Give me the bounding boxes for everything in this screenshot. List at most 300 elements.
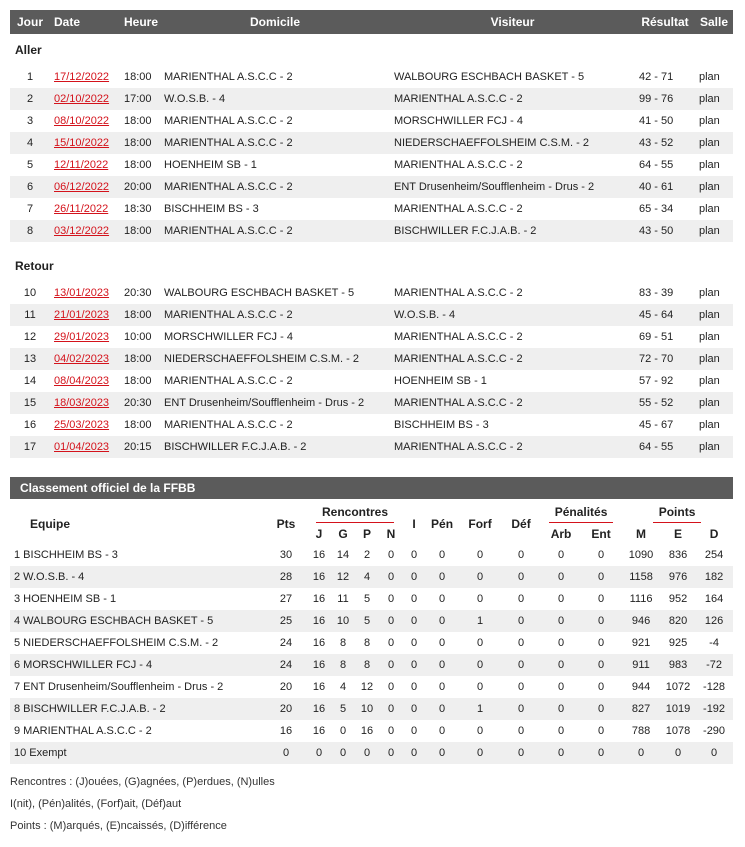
ranking-cell-n: 0 (387, 637, 395, 649)
col-p: P (362, 527, 371, 541)
ranking-cell-arb: 0 (541, 566, 581, 588)
col-jour: Jour (10, 10, 50, 34)
game-row (10, 348, 733, 370)
game-domicile: MARIENTHAL A.S.C.C - 2 (160, 132, 390, 154)
ranking-cell-forf: 1 (459, 610, 501, 632)
game-date-link[interactable]: 17/12/2022 (54, 71, 110, 83)
ranking-cell-j: 16 (307, 654, 331, 676)
ranking-row (10, 676, 733, 698)
game-salle-link[interactable]: plan (695, 348, 733, 370)
ranking-cell-m: 1116 (629, 593, 653, 605)
game-row (10, 392, 733, 414)
ranking-cell-pts: 0 (265, 742, 307, 764)
ranking-cell-i: 0 (403, 654, 425, 676)
game-date-link[interactable]: 03/12/2022 (50, 220, 120, 242)
ranking-cell-n: 0 (387, 593, 395, 605)
ranking-cell-p: 5 (355, 610, 379, 632)
game-salle-link[interactable]: plan (695, 304, 733, 326)
game-date-link[interactable]: 13/01/2023 (54, 287, 110, 299)
ranking-cell-pen: 0 (438, 549, 446, 561)
game-domicile: WALBOURG ESCHBACH BASKET - 5 (164, 287, 355, 299)
game-salle-link[interactable]: plan (695, 132, 733, 154)
game-heure: 18:00 (120, 304, 160, 326)
ranking-cell-p: 8 (363, 637, 371, 649)
ranking-cell-n: 0 (379, 698, 403, 720)
ranking-cell-pen: 0 (438, 725, 446, 737)
ranking-cell-p: 16 (360, 725, 374, 737)
ranking-cell-team: 5 NIEDERSCHAEFFOLSHEIM C.S.M. - 2 (14, 637, 219, 649)
game-row (10, 154, 733, 176)
game-heure: 18:00 (124, 419, 152, 431)
ranking-cell-team: 4 WALBOURG ESCHBACH BASKET - 5 (10, 610, 265, 632)
ranking-cell-n: 0 (379, 742, 403, 764)
ranking-cell-team: 8 BISCHWILLER F.C.J.A.B. - 2 (10, 698, 265, 720)
ranking-cell-ent: 0 (581, 610, 621, 632)
game-visiteur: MARIENTHAL A.S.C.C - 2 (394, 159, 523, 171)
schedule-header-row (10, 10, 733, 34)
ranking-cell-pts: 30 (279, 549, 293, 561)
game-date-link[interactable]: 12/11/2022 (54, 159, 109, 171)
game-row (10, 326, 733, 348)
game-resultat: 65 - 34 (639, 203, 674, 215)
game-jour: 6 (10, 176, 50, 198)
ranking-cell-arb: 0 (541, 654, 581, 676)
ranking-cell-j: 16 (312, 549, 326, 561)
game-jour: 10 (23, 287, 37, 299)
ranking-cell-d: 126 (695, 610, 733, 632)
game-resultat: 41 - 50 (639, 115, 674, 127)
col-salle: Salle (695, 10, 733, 34)
ranking-cell-arb: 0 (557, 725, 565, 737)
col-n: N (386, 527, 396, 541)
game-salle-link[interactable]: plan (695, 436, 733, 458)
ranking-cell-ent: 0 (581, 742, 621, 764)
game-date-link[interactable]: 29/01/2023 (54, 331, 110, 343)
ranking-table (10, 504, 733, 764)
ranking-cell-forf: 1 (459, 698, 501, 720)
ranking-cell-e: 952 (668, 593, 688, 605)
ranking-cell-m: 827 (621, 698, 661, 720)
game-jour: 12 (23, 331, 37, 343)
game-resultat: 43 - 52 (635, 132, 695, 154)
schedule-table (10, 10, 733, 458)
section-title-retour: Retour (15, 259, 54, 273)
ranking-cell-forf: 0 (459, 566, 501, 588)
ranking-cell-d: -128 (703, 681, 726, 693)
group-points: Points (621, 504, 733, 524)
col-e: E (674, 527, 683, 541)
game-row (10, 176, 733, 198)
game-heure: 18:00 (120, 348, 160, 370)
ranking-cell-forf: 0 (476, 549, 484, 561)
game-resultat: 72 - 70 (635, 348, 695, 370)
ranking-row (10, 698, 733, 720)
game-heure: 17:00 (120, 88, 160, 110)
ranking-cell-team: 9 MARIENTHAL A.S.C.C - 2 (14, 725, 152, 737)
col-i: I (412, 517, 416, 531)
ranking-cell-team: 3 HOENHEIM SB - 1 (14, 593, 117, 605)
game-date-link[interactable]: 21/01/2023 (50, 304, 120, 326)
ranking-cell-def: 0 (517, 593, 525, 605)
col-d: D (709, 527, 719, 541)
ranking-cell-g: 5 (331, 698, 355, 720)
game-resultat: 83 - 39 (639, 287, 674, 299)
ranking-cell-i: 0 (410, 637, 418, 649)
ranking-cell-pts: 25 (265, 610, 307, 632)
spacer-cell (10, 242, 733, 250)
ranking-cell-j: 16 (312, 593, 326, 605)
game-heure: 10:00 (124, 331, 152, 343)
group-penalites: Pénalités (541, 504, 621, 524)
game-resultat: 45 - 67 (639, 419, 674, 431)
game-visiteur: MARIENTHAL A.S.C.C - 2 (390, 348, 635, 370)
section-row-aller (10, 34, 733, 66)
ranking-cell-ent: 0 (581, 654, 621, 676)
ranking-cell-e: 1019 (661, 698, 695, 720)
game-row (10, 88, 733, 110)
game-visiteur: W.O.S.B. - 4 (390, 304, 635, 326)
ranking-cell-g: 8 (331, 654, 355, 676)
ranking-cell-def: 0 (501, 610, 541, 632)
game-jour: 14 (23, 375, 37, 387)
ranking-cell-p: 0 (355, 742, 379, 764)
ranking-cell-g: 0 (331, 742, 355, 764)
game-visiteur: MARIENTHAL A.S.C.C - 2 (390, 392, 635, 414)
ranking-cell-p: 5 (363, 593, 371, 605)
ranking-row (10, 588, 733, 610)
ranking-cell-pen: 0 (425, 610, 459, 632)
game-row (10, 414, 733, 436)
game-row (10, 110, 733, 132)
game-domicile: MARIENTHAL A.S.C.C - 2 (164, 375, 293, 387)
ranking-cell-e: 0 (661, 742, 695, 764)
ranking-cell-p: 2 (363, 549, 371, 561)
ranking-cell-ent: 0 (597, 725, 605, 737)
game-visiteur: MARIENTHAL A.S.C.C - 2 (394, 331, 523, 343)
ranking-cell-d: 182 (695, 566, 733, 588)
game-date-link[interactable]: 25/03/2023 (54, 419, 110, 431)
ranking-cell-d: -192 (695, 698, 733, 720)
game-resultat: 64 - 55 (639, 159, 674, 171)
col-g: G (338, 527, 348, 541)
ranking-cell-pen: 0 (438, 593, 446, 605)
ranking-cell-pts: 28 (265, 566, 307, 588)
game-domicile: MARIENTHAL A.S.C.C - 2 (160, 176, 390, 198)
ranking-cell-def: 0 (517, 549, 525, 561)
ranking-cell-def: 0 (517, 725, 525, 737)
ranking-cell-forf: 0 (476, 637, 484, 649)
game-heure: 18:00 (124, 375, 152, 387)
section-title-aller: Aller (15, 43, 42, 57)
col-m: M (636, 527, 647, 541)
ranking-cell-e: 983 (661, 654, 695, 676)
game-row (10, 198, 733, 220)
ranking-cell-i: 0 (403, 698, 425, 720)
ranking-cell-d: -72 (695, 654, 733, 676)
game-domicile: W.O.S.B. - 4 (160, 88, 390, 110)
game-heure: 18:00 (124, 159, 152, 171)
ranking-cell-e: 976 (661, 566, 695, 588)
game-visiteur: ENT Drusenheim/Soufflenheim - Drus - 2 (390, 176, 635, 198)
ranking-cell-team: 10 Exempt (10, 742, 265, 764)
game-heure: 18:30 (124, 203, 152, 215)
game-heure: 20:15 (120, 436, 160, 458)
ranking-row (10, 742, 733, 764)
game-heure: 20:30 (124, 287, 152, 299)
col-def: Déf (511, 517, 531, 531)
game-domicile: MARIENTHAL A.S.C.C - 2 (164, 71, 293, 83)
game-jour: 7 (26, 203, 34, 215)
ranking-cell-j: 16 (312, 725, 326, 737)
ranking-cell-d: -4 (709, 637, 719, 649)
ranking-cell-pen: 0 (438, 681, 446, 693)
col-heure: Heure (120, 10, 160, 34)
ranking-cell-pts: 16 (279, 725, 293, 737)
ranking-cell-ent: 0 (597, 637, 605, 649)
ranking-cell-m: 921 (631, 637, 651, 649)
game-visiteur: BISCHWILLER F.C.J.A.B. - 2 (390, 220, 635, 242)
game-date-link[interactable]: 26/11/2022 (54, 203, 109, 215)
ranking-cell-arb: 0 (557, 681, 565, 693)
ranking-cell-i: 0 (410, 725, 418, 737)
game-salle-link[interactable]: plan (699, 331, 720, 343)
col-resultat: Résultat (635, 10, 695, 34)
col-equipe: Equipe (30, 517, 71, 531)
ranking-cell-e: 1078 (665, 725, 691, 737)
spacer-row (10, 242, 733, 250)
schedule-body (10, 34, 733, 458)
game-row (10, 282, 733, 304)
game-heure: 18:00 (124, 71, 152, 83)
ranking-body (10, 544, 733, 764)
col-forf: Forf (468, 517, 492, 531)
ranking-cell-forf: 0 (459, 654, 501, 676)
ranking-cell-arb: 0 (541, 610, 581, 632)
game-jour: 11 (10, 304, 50, 326)
game-date-link[interactable]: 15/10/2022 (50, 132, 120, 154)
col-pts: Pts (276, 517, 296, 531)
game-row (10, 66, 733, 88)
ranking-cell-team: 6 MORSCHWILLER FCJ - 4 (10, 654, 265, 676)
ranking-cell-p: 10 (355, 698, 379, 720)
game-salle-link[interactable]: plan (699, 159, 720, 171)
ranking-cell-arb: 0 (557, 549, 565, 561)
game-salle-link[interactable]: plan (695, 392, 733, 414)
game-date-link[interactable]: 08/10/2022 (54, 115, 110, 127)
game-date-link[interactable]: 06/12/2022 (50, 176, 120, 198)
ranking-cell-n: 0 (387, 549, 395, 561)
ranking-cell-def: 0 (501, 654, 541, 676)
ranking-title: Classement officiel de la FFBB (10, 477, 733, 499)
ranking-cell-e: 836 (668, 549, 688, 561)
col-date: Date (50, 10, 120, 34)
ranking-cell-d: 254 (704, 549, 724, 561)
ranking-cell-m: 788 (631, 725, 651, 737)
ranking-cell-arb: 0 (541, 742, 581, 764)
game-resultat: 45 - 64 (635, 304, 695, 326)
game-heure: 20:00 (120, 176, 160, 198)
ranking-cell-pts: 24 (279, 637, 293, 649)
game-visiteur: MARIENTHAL A.S.C.C - 2 (394, 203, 523, 215)
game-salle-link[interactable]: plan (699, 375, 720, 387)
game-resultat: 99 - 76 (635, 88, 695, 110)
game-jour: 4 (10, 132, 50, 154)
ranking-cell-pts: 27 (279, 593, 293, 605)
game-visiteur: NIEDERSCHAEFFOLSHEIM C.S.M. - 2 (390, 132, 635, 154)
col-pen: Pén (431, 517, 454, 531)
group-rencontres: Rencontres (307, 504, 403, 524)
ranking-cell-g: 8 (339, 637, 347, 649)
ranking-cell-e: 820 (661, 610, 695, 632)
game-visiteur: BISCHHEIM BS - 3 (394, 419, 489, 431)
game-jour: 16 (23, 419, 37, 431)
ranking-cell-forf: 0 (459, 742, 501, 764)
game-domicile: HOENHEIM SB - 1 (164, 159, 257, 171)
ranking-cell-pts: 20 (265, 698, 307, 720)
ranking-cell-i: 0 (410, 681, 418, 693)
game-resultat: 64 - 55 (635, 436, 695, 458)
legend-points: Points : (M)arqués, (E)ncaissés, (D)ifférence (10, 820, 227, 832)
ranking-cell-pen: 0 (425, 698, 459, 720)
game-salle-link[interactable]: plan (699, 71, 720, 83)
col-visiteur: Visiteur (390, 10, 635, 34)
ranking-row (10, 720, 733, 742)
game-row (10, 304, 733, 326)
game-row (10, 132, 733, 154)
ranking-cell-p: 4 (355, 566, 379, 588)
game-salle-link[interactable]: plan (699, 287, 720, 299)
game-salle-link[interactable]: plan (699, 203, 720, 215)
ranking-cell-m: 1158 (621, 566, 661, 588)
ranking-cell-ent: 0 (581, 698, 621, 720)
ranking-cell-i: 0 (403, 610, 425, 632)
col-domicile: Domicile (160, 10, 390, 34)
game-jour: 2 (10, 88, 50, 110)
game-visiteur: MARIENTHAL A.S.C.C - 2 (394, 287, 523, 299)
ranking-cell-def: 0 (501, 742, 541, 764)
ranking-cell-j: 16 (312, 681, 326, 693)
game-date-link[interactable]: 08/04/2023 (54, 375, 110, 387)
ranking-cell-pen: 0 (425, 654, 459, 676)
game-domicile: BISCHHEIM BS - 3 (164, 203, 259, 215)
game-salle-link[interactable]: plan (695, 176, 733, 198)
ranking-row (10, 566, 733, 588)
ranking-cell-e: 925 (668, 637, 688, 649)
ranking-cell-p: 12 (360, 681, 374, 693)
ranking-cell-j: 16 (307, 610, 331, 632)
ranking-cell-forf: 0 (476, 725, 484, 737)
game-visiteur: MARIENTHAL A.S.C.C - 2 (390, 436, 635, 458)
ranking-cell-g: 12 (331, 566, 355, 588)
game-heure: 18:00 (124, 115, 152, 127)
game-jour: 8 (10, 220, 50, 242)
ranking-cell-n: 0 (379, 610, 403, 632)
col-j: J (315, 527, 323, 541)
game-salle-link[interactable]: plan (695, 220, 733, 242)
ranking-cell-d: -290 (703, 725, 726, 737)
game-date-link[interactable]: 01/04/2023 (50, 436, 120, 458)
ranking-cell-m: 0 (621, 742, 661, 764)
ranking-cell-pts: 24 (265, 654, 307, 676)
col-arb: Arb (550, 527, 572, 541)
ranking-cell-ent: 0 (581, 566, 621, 588)
game-salle-link[interactable]: plan (699, 115, 720, 127)
ranking-cell-n: 0 (379, 566, 403, 588)
ranking-cell-m: 946 (621, 610, 661, 632)
ranking-cell-g: 10 (331, 610, 355, 632)
ranking-cell-m: 944 (631, 681, 651, 693)
game-date-link[interactable]: 02/10/2022 (50, 88, 120, 110)
ranking-cell-i: 0 (410, 593, 418, 605)
game-domicile: MARIENTHAL A.S.C.C - 2 (160, 220, 390, 242)
ranking-cell-arb: 0 (541, 698, 581, 720)
ranking-cell-j: 16 (307, 566, 331, 588)
ranking-cell-g: 11 (337, 593, 349, 605)
ranking-cell-n: 0 (387, 681, 395, 693)
ranking-cell-d: 0 (695, 742, 733, 764)
ranking-row (10, 654, 733, 676)
ranking-cell-pen: 0 (425, 566, 459, 588)
game-visiteur: MORSCHWILLER FCJ - 4 (394, 115, 523, 127)
game-jour: 17 (10, 436, 50, 458)
ranking-header-row-1 (10, 504, 733, 524)
game-domicile: MARIENTHAL A.S.C.C - 2 (164, 419, 293, 431)
ranking-cell-ent: 0 (597, 593, 605, 605)
ranking-row (10, 632, 733, 654)
game-domicile: MORSCHWILLER FCJ - 4 (164, 331, 293, 343)
ranking-cell-def: 0 (517, 637, 525, 649)
ranking-row (10, 544, 733, 566)
ranking-cell-team: 7 ENT Drusenheim/Soufflenheim - Drus - 2 (14, 681, 224, 693)
game-salle-link[interactable]: plan (695, 88, 733, 110)
game-heure: 20:30 (120, 392, 160, 414)
legend-penalites: I(nit), (Pén)alités, (Forf)ait, (Déf)aut (10, 798, 182, 810)
legend-rencontres: Rencontres : (J)ouées, (G)agnées, (P)erdues, (N)ulles (10, 776, 275, 788)
game-jour: 13 (10, 348, 50, 370)
ranking-cell-def: 0 (501, 698, 541, 720)
game-visiteur: HOENHEIM SB - 1 (394, 375, 487, 387)
ranking-cell-g: 14 (336, 549, 350, 561)
ranking-cell-arb: 0 (557, 637, 565, 649)
col-ent: Ent (591, 527, 611, 541)
game-date-link[interactable]: 18/03/2023 (50, 392, 120, 414)
ranking-cell-def: 0 (517, 681, 525, 693)
ranking-row (10, 610, 733, 632)
ranking-cell-i: 0 (403, 742, 425, 764)
ranking-cell-team: 1 BISCHHEIM BS - 3 (14, 549, 118, 561)
ranking-cell-forf: 0 (476, 681, 484, 693)
ranking-cell-def: 0 (501, 566, 541, 588)
game-resultat: 69 - 51 (639, 331, 674, 343)
ranking-cell-n: 0 (387, 725, 395, 737)
ranking-cell-arb: 0 (557, 593, 565, 605)
ranking-cell-i: 0 (403, 566, 425, 588)
ranking-cell-p: 8 (355, 654, 379, 676)
game-visiteur: WALBOURG ESCHBACH BASKET - 5 (394, 71, 585, 83)
ranking-cell-pen: 0 (425, 742, 459, 764)
ranking-cell-g: 0 (339, 725, 347, 737)
game-resultat: 40 - 61 (635, 176, 695, 198)
game-date-link[interactable]: 04/02/2023 (50, 348, 120, 370)
game-domicile: ENT Drusenheim/Soufflenheim - Drus - 2 (160, 392, 390, 414)
ranking-cell-forf: 0 (476, 593, 484, 605)
game-resultat: 55 - 52 (635, 392, 695, 414)
ranking-cell-pts: 20 (279, 681, 293, 693)
game-domicile: MARIENTHAL A.S.C.C - 2 (160, 304, 390, 326)
game-jour: 1 (26, 71, 34, 83)
game-resultat: 42 - 71 (639, 71, 674, 83)
game-salle-link[interactable]: plan (699, 419, 720, 431)
